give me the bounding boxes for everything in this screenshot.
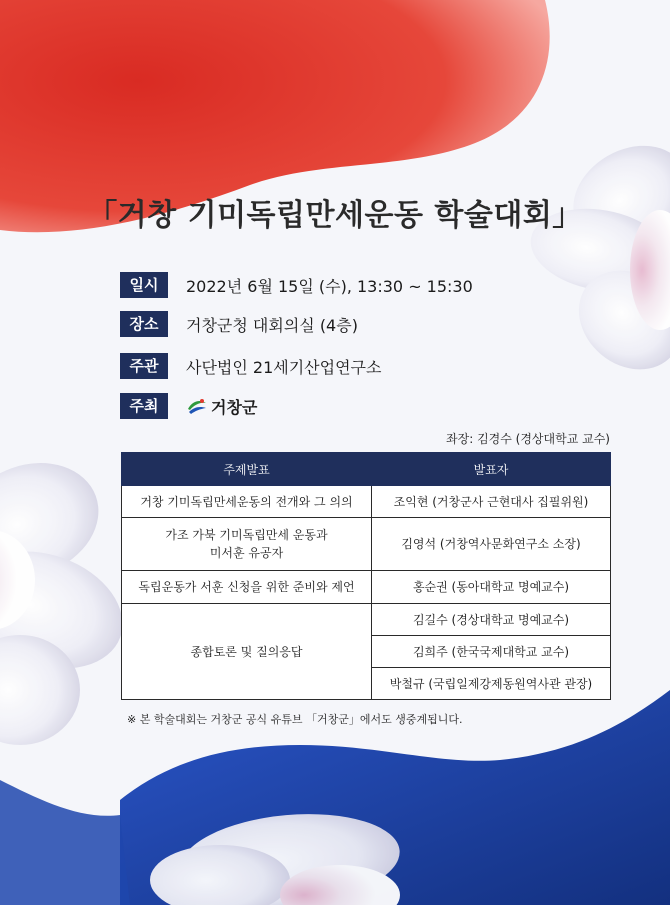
presenter-cell: 김희주 (한국국제대학교 교수) [372,636,611,668]
program-table [121,452,611,700]
presenter-cell: 김길수 (경상대학교 명예교수) [372,604,611,636]
info-row-date [120,272,473,298]
info-label: 일시 [120,272,168,298]
host-logo [186,395,257,418]
info-value: 사단법인 21세기산업연구소 [186,357,382,377]
topic-line: 가조 가북 기미독립만세 운동과 [165,528,328,542]
presenter-cell: 조익현 (거창군사 근현대사 집필위원) [372,486,611,518]
geochang-logo-icon [186,397,208,415]
topic-cell: 독립운동가 서훈 신청을 위한 준비와 제언 [122,571,372,604]
info-value: 2022년 6월 15일 (수), 13:30 ~ 15:30 [186,276,473,296]
info-label: 주관 [120,353,168,379]
info-value: 거창군청 대회의실 (4층) [186,315,358,335]
topic-cell [122,518,372,571]
topic-cell: 거창 기미독립만세운동의 전개와 그 의의 [122,486,372,518]
info-row-organizer [120,353,381,379]
chair-text: 좌장: 김경수 (경상대학교 교수) [446,432,610,446]
info-row-host [120,393,257,419]
broadcast-notice: ※ 본 학술대회는 거창군 공식 유튜브 「거창군」에서도 생중계됩니다. [127,713,463,726]
topic-line: 미서훈 유공자 [209,546,284,560]
table-header: 주제발표 [122,453,372,486]
page-title: 「거창 기미독립만세운동 학술대회」 [87,198,583,233]
presenter-cell: 김영석 (거창역사문화연구소 소장) [372,518,611,571]
info-label: 장소 [120,311,168,337]
info-value: 거창군 [211,397,258,417]
table-header: 발표자 [372,453,611,486]
topic-cell: 종합토론 및 질의응답 [122,604,372,700]
info-label: 주최 [120,393,168,419]
presenter-cell: 박철규 (국립일제강제동원역사관 관장) [372,668,611,700]
presenter-cell: 홍순권 (동아대학교 명예교수) [372,571,611,604]
info-row-venue [120,311,358,337]
